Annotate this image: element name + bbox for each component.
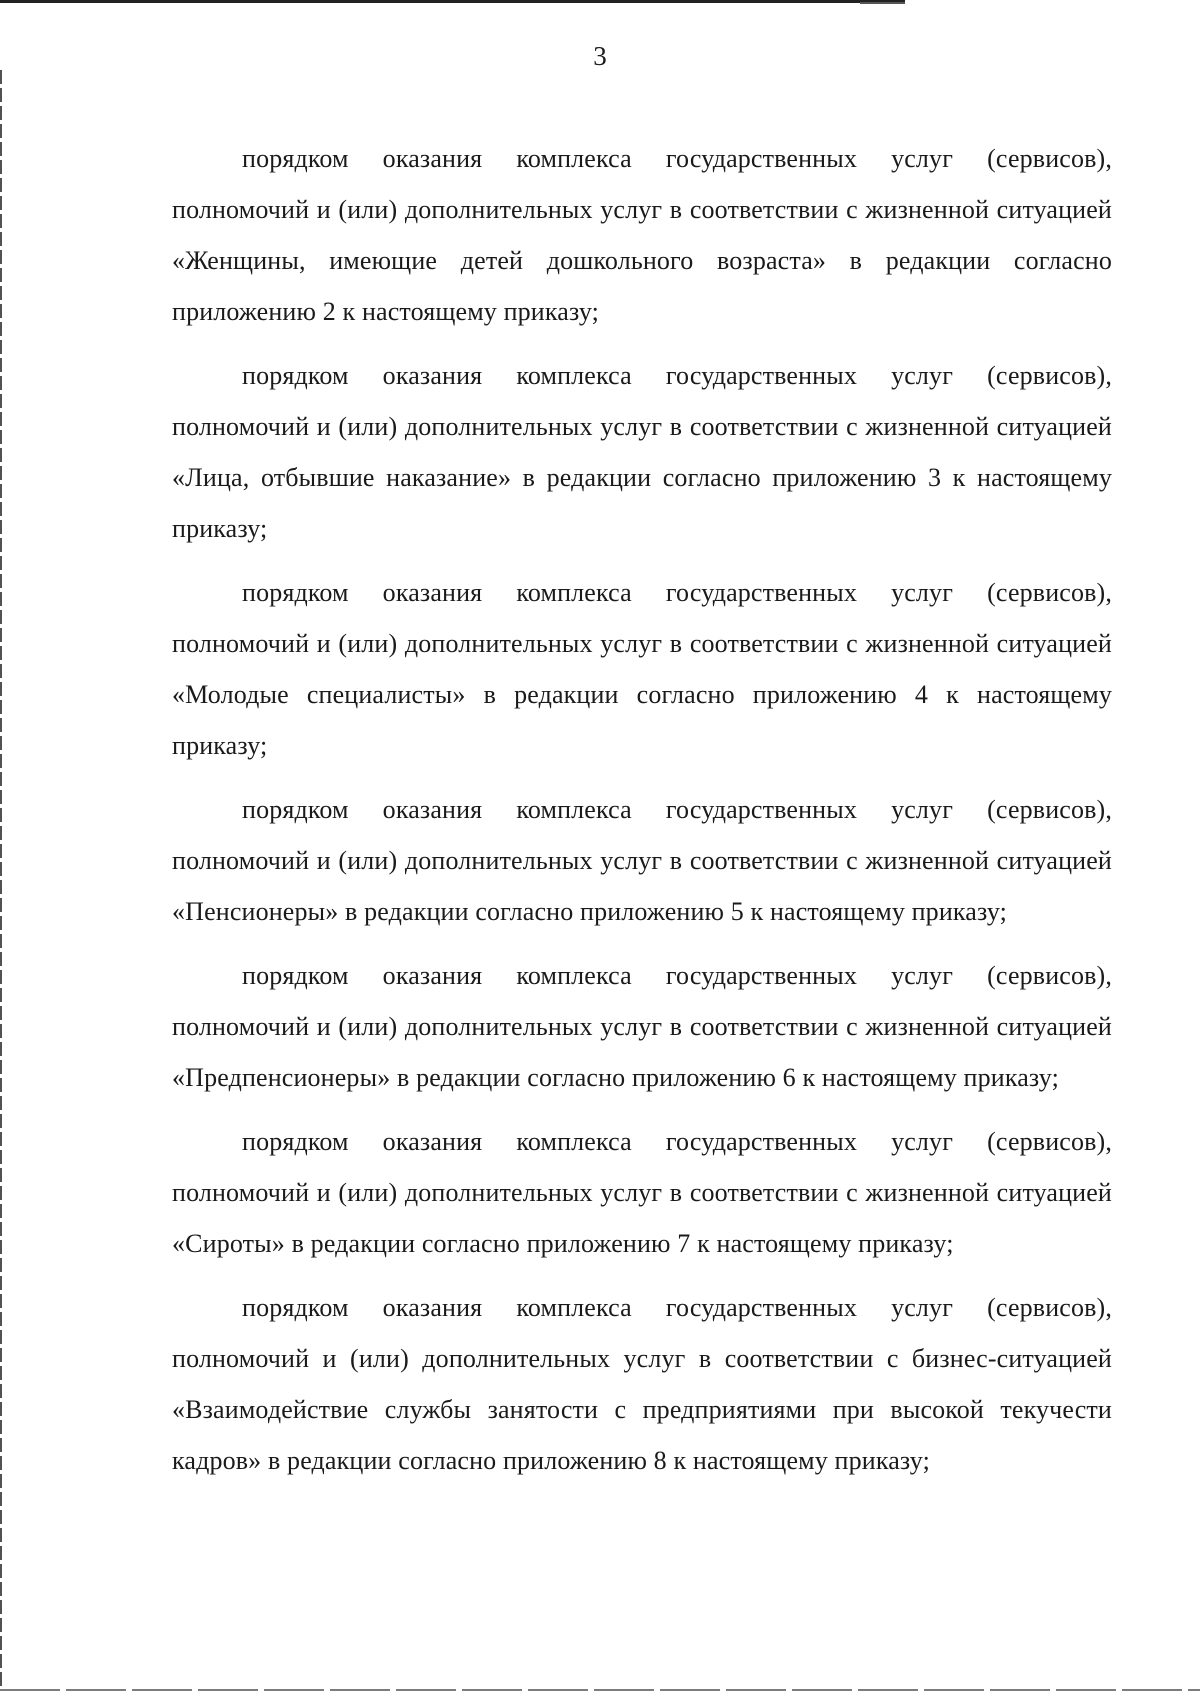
document-body <box>172 133 1112 1499</box>
scan-edge-left <box>0 70 2 1690</box>
paragraph: порядком оказания комплекса государственных услуг (сервисов), полномочий и (или) дополнительных услуг в соответствии с жизненной ситуацией «Женщины, имеющие детей дошкольного возраста» в редакции согласно приложению 2 к настоящему приказу; <box>172 144 1112 326</box>
page-number: 3 <box>593 41 607 71</box>
scan-edge-bottom <box>0 1689 1200 1691</box>
paragraph: порядком оказания комплекса государственных услуг (сервисов), полномочий и (или) дополнительных услуг в соответствии с жизненной ситуацией «Молодые специалисты» в редакции согласно приложению 4 к настоящему приказу; <box>172 578 1112 760</box>
scan-edge-top-mark <box>860 2 905 4</box>
paragraph: порядком оказания комплекса государственных услуг (сервисов), полномочий и (или) дополнительных услуг в соответствии с жизненной ситуацией «Сироты» в редакции согласно приложению 7 к настоящему приказу; <box>172 1127 1112 1258</box>
paragraph: порядком оказания комплекса государственных услуг (сервисов), полномочий и (или) дополнительных услуг в соответствии с бизнес-ситуацией «Взаимодействие службы занятости с предприятиями при высокой текучести кадров» в редакции согласно приложению 8 к настоящему приказу; <box>172 1293 1112 1475</box>
paragraph: порядком оказания комплекса государственных услуг (сервисов), полномочий и (или) дополнительных услуг в соответствии с жизненной ситуацией «Пенсионеры» в редакции согласно приложению 5 к настоящему приказу; <box>172 795 1112 926</box>
paragraph: порядком оказания комплекса государственных услуг (сервисов), полномочий и (или) дополнительных услуг в соответствии с жизненной ситуацией «Предпенсионеры» в редакции согласно приложению 6 к настоящему приказу; <box>172 961 1112 1092</box>
paragraph: порядком оказания комплекса государственных услуг (сервисов), полномочий и (или) дополнительных услуг в соответствии с жизненной ситуацией «Лица, отбывшие наказание» в редакции согласно приложению 3 к настоящему приказу; <box>172 361 1112 543</box>
scan-edge-top <box>0 0 905 3</box>
